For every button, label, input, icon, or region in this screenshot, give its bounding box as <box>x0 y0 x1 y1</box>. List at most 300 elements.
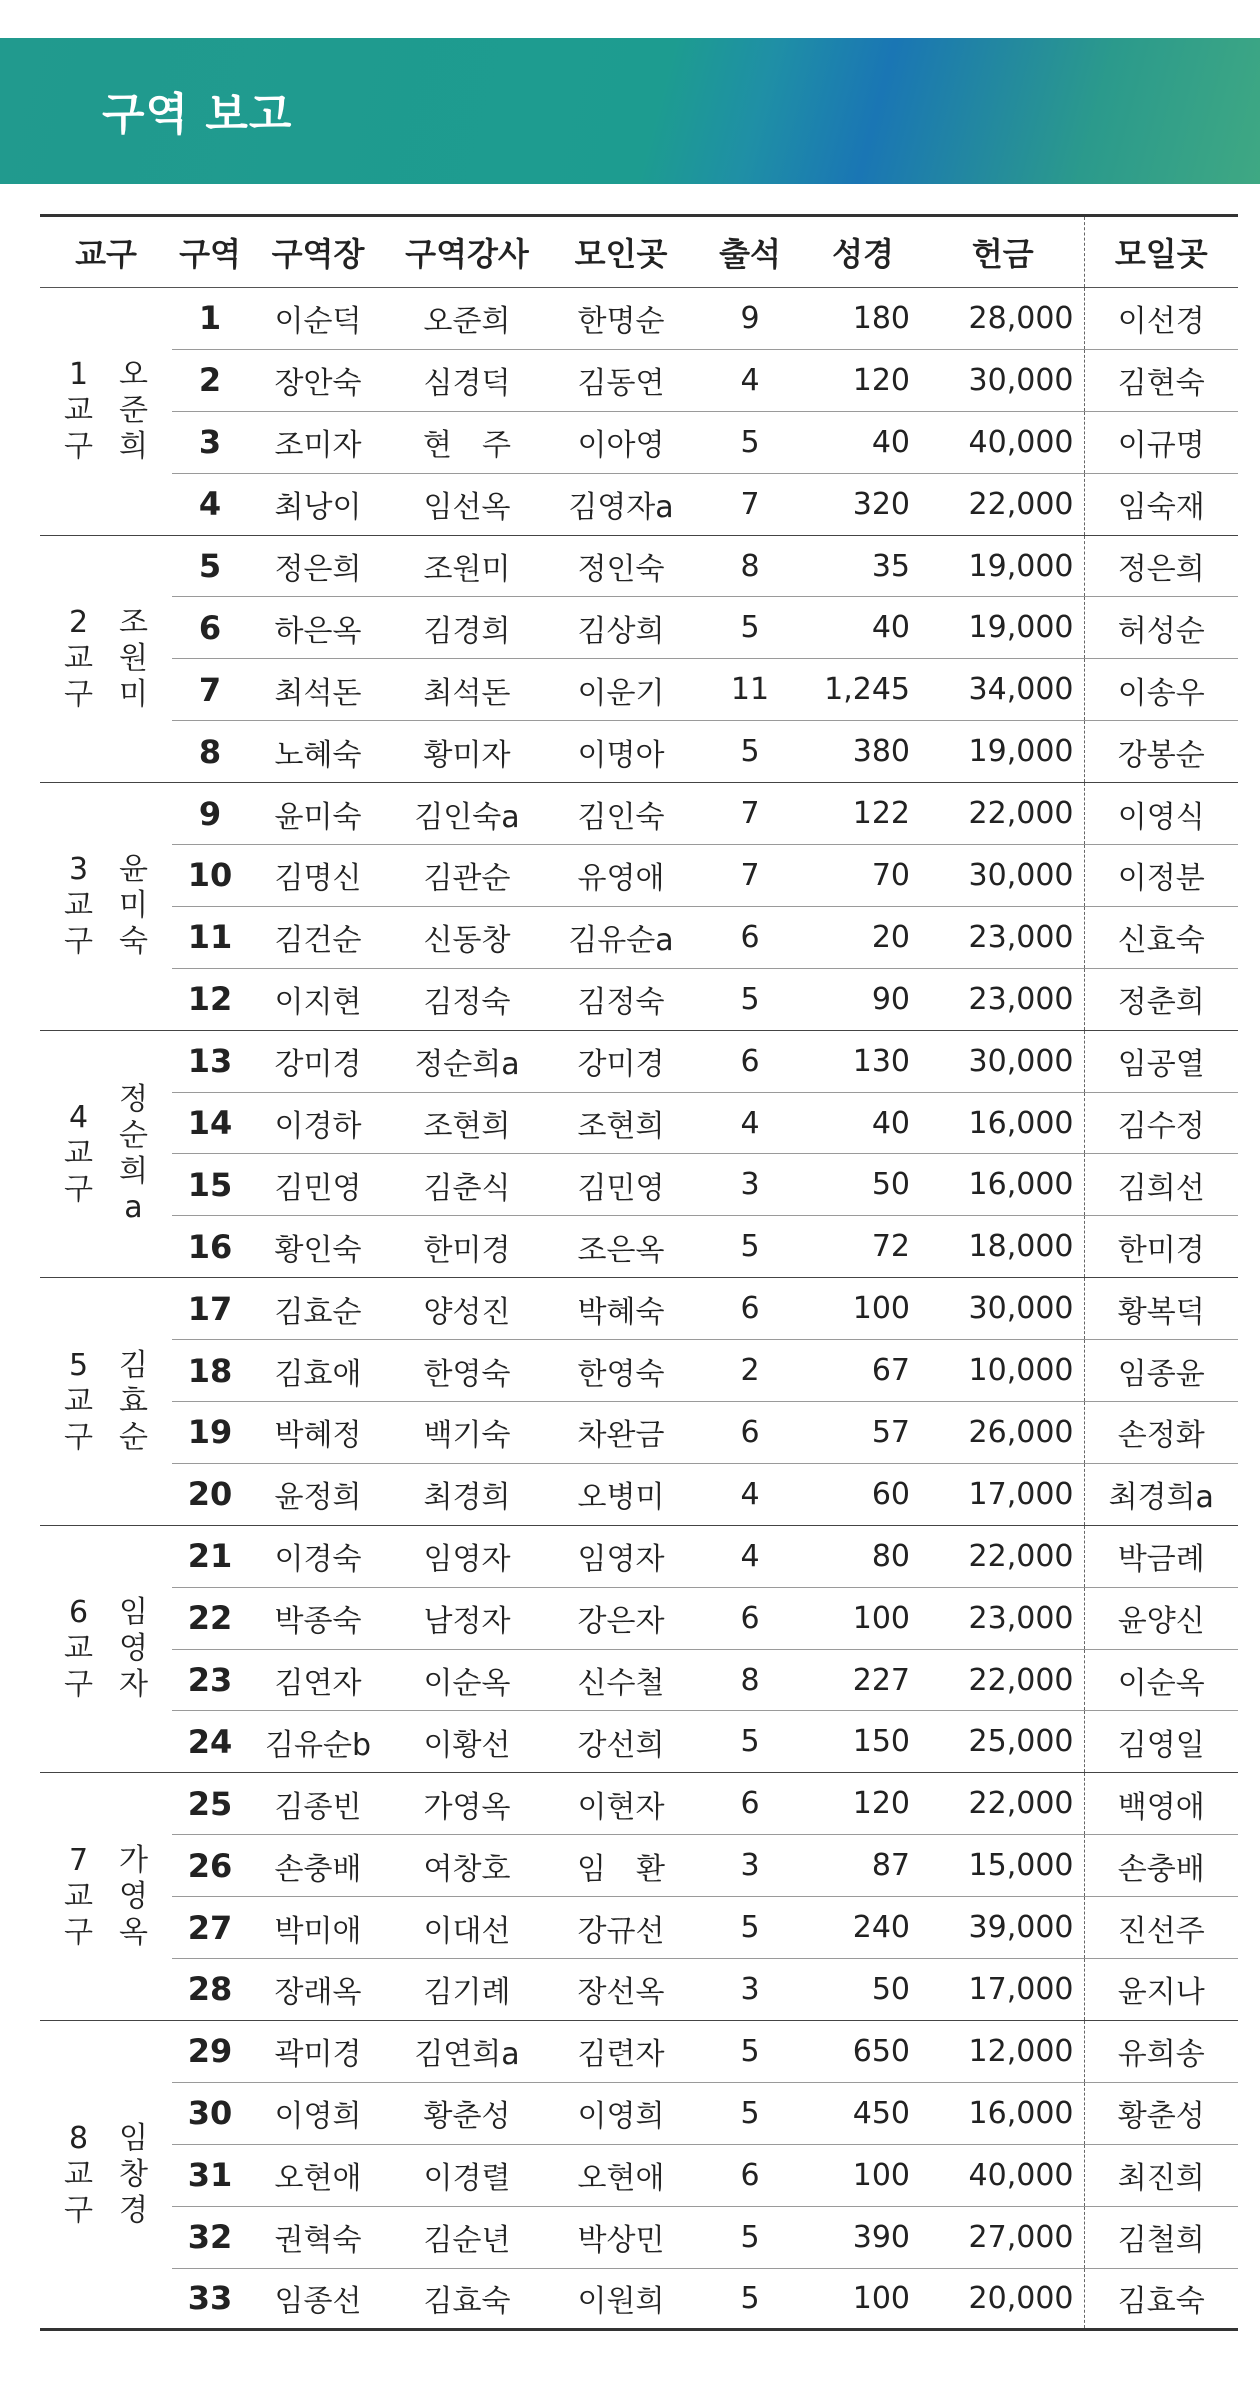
district-label-char: 6 <box>68 1595 89 1631</box>
next-meeting-place: 이정분 <box>1084 845 1238 907</box>
attendance-count: 6 <box>740 919 760 955</box>
offering-amount: 10,000 <box>968 1353 1074 1389</box>
section-number: 24 <box>187 1722 233 1761</box>
next-meeting-place: 유희송 <box>1084 2020 1238 2082</box>
offering-amount: 23,000 <box>968 981 1074 1017</box>
bible-reading-count: 180 <box>852 300 910 336</box>
district-head-char: 오 <box>119 357 148 393</box>
attendance-count: 5 <box>740 610 760 646</box>
attendance-count: 5 <box>740 424 760 460</box>
bible-reading-count: 120 <box>852 362 910 398</box>
section-number: 17 <box>187 1289 233 1328</box>
section-number: 3 <box>198 423 222 462</box>
bible-reading-count: 70 <box>871 857 910 893</box>
table-row <box>40 2268 1238 2330</box>
offering-amount: 16,000 <box>968 2095 1074 2131</box>
host-place: 강선희 <box>577 1727 665 1763</box>
host-place: 강규선 <box>577 1913 665 1949</box>
district-head-char: 영 <box>119 1878 148 1914</box>
offering-amount: 22,000 <box>968 486 1074 522</box>
district-head-name <box>119 1843 148 1951</box>
attendance-count: 3 <box>740 1848 760 1884</box>
next-meeting-place: 강봉순 <box>1084 721 1238 783</box>
next-meeting-place: 윤지나 <box>1084 1959 1238 2021</box>
section-leader: 하은옥 <box>274 613 362 649</box>
section-number: 22 <box>187 1599 233 1638</box>
section-teacher: 김정숙 <box>423 985 511 1021</box>
district-head-char: 임 <box>119 1595 148 1631</box>
table-row <box>40 2206 1238 2268</box>
table-row <box>40 1835 1238 1897</box>
bible-reading-count: 72 <box>871 1229 910 1265</box>
attendance-count: 5 <box>740 2280 760 2316</box>
offering-amount: 19,000 <box>968 610 1074 646</box>
bible-reading-count: 35 <box>871 548 910 584</box>
section-leader: 권혁숙 <box>274 2223 362 2259</box>
section-leader: 정은희 <box>274 552 362 587</box>
district-label-group <box>40 357 172 465</box>
page-title: 구역 보고 <box>102 89 293 140</box>
bible-reading-count: 390 <box>852 2219 910 2255</box>
section-leader: 이영희 <box>274 2099 362 2135</box>
section-teacher: 여창호 <box>423 1851 511 1887</box>
host-place: 박혜숙 <box>577 1294 665 1330</box>
district-head-char: 임 <box>119 2120 148 2156</box>
table-row <box>40 2082 1238 2144</box>
table-row <box>40 783 1238 845</box>
table-row <box>40 1154 1238 1216</box>
district-head-char: 미 <box>119 676 148 712</box>
offering-amount: 22,000 <box>968 1538 1074 1574</box>
offering-amount: 17,000 <box>968 1971 1074 2007</box>
table-row <box>40 1340 1238 1402</box>
section-leader: 김명신 <box>274 861 362 897</box>
section-number: 26 <box>187 1846 233 1885</box>
district-label-char: 교 <box>64 393 93 429</box>
section-number: 20 <box>187 1475 233 1514</box>
bible-reading-count: 380 <box>852 734 910 770</box>
next-meeting-place: 신효숙 <box>1084 906 1238 968</box>
host-place: 한명순 <box>577 304 665 340</box>
district-label-char: 7 <box>68 1842 89 1878</box>
section-leader: 장안숙 <box>274 366 362 402</box>
attendance-count: 11 <box>730 672 770 708</box>
next-meeting-place: 백영애 <box>1084 1773 1238 1835</box>
next-meeting-place: 이선경 <box>1084 288 1238 350</box>
bible-reading-count: 130 <box>852 1043 910 1079</box>
next-meeting-place: 임숙재 <box>1084 473 1238 535</box>
host-place: 정인숙 <box>577 552 665 587</box>
host-place: 김인숙 <box>577 799 665 835</box>
section-leader: 강미경 <box>274 1047 362 1083</box>
district-number-label <box>64 1843 93 1951</box>
attendance-count: 7 <box>740 857 760 893</box>
table-row <box>40 473 1238 535</box>
offering-amount: 34,000 <box>968 672 1074 708</box>
host-place: 김유순a <box>568 923 674 959</box>
bible-reading-count: 20 <box>871 919 910 955</box>
district-label-char: 구 <box>64 2192 93 2228</box>
table-row <box>40 1030 1238 1092</box>
table-row <box>40 968 1238 1030</box>
attendance-count: 5 <box>740 1724 760 1760</box>
district-head-char: 김 <box>119 1347 148 1383</box>
table-row <box>40 1587 1238 1649</box>
bible-reading-count: 320 <box>852 486 910 522</box>
section-number: 23 <box>187 1661 233 1700</box>
section-teacher: 이순옥 <box>423 1666 511 1702</box>
next-meeting-place: 이송우 <box>1084 659 1238 721</box>
section-teacher: 임선옥 <box>423 490 511 526</box>
district-head-char: 희 <box>119 429 148 465</box>
attendance-count: 2 <box>740 1353 760 1389</box>
section-leader: 김효순 <box>274 1294 362 1330</box>
next-meeting-place: 황복덕 <box>1084 1278 1238 1340</box>
offering-amount: 40,000 <box>968 2157 1074 2193</box>
host-place: 이운기 <box>577 675 665 711</box>
district-number-label <box>64 1348 93 1456</box>
section-teacher: 오준희 <box>423 304 511 340</box>
section-number: 32 <box>187 2218 233 2257</box>
section-teacher: 한미경 <box>423 1232 511 1268</box>
district-cell <box>40 1773 172 2021</box>
attendance-count: 5 <box>740 1229 760 1265</box>
district-head-char: 정 <box>119 1081 148 1117</box>
district-number-label <box>64 605 93 713</box>
next-meeting-place: 김철희 <box>1084 2206 1238 2268</box>
host-place: 조현희 <box>577 1109 665 1145</box>
bible-reading-count: 122 <box>852 796 910 832</box>
offering-amount: 15,000 <box>968 1848 1074 1884</box>
bible-reading-count: 450 <box>852 2095 910 2131</box>
attendance-count: 6 <box>740 1786 760 1822</box>
offering-amount: 30,000 <box>968 362 1074 398</box>
section-teacher: 김경희 <box>423 613 511 649</box>
district-label-char: 3 <box>68 852 89 888</box>
next-meeting-place: 김희선 <box>1084 1154 1238 1216</box>
district-label-char: 교 <box>64 640 93 676</box>
district-head-name <box>119 605 148 713</box>
section-leader: 박혜정 <box>274 1418 362 1454</box>
bible-reading-count: 50 <box>871 1167 910 1203</box>
offering-amount: 30,000 <box>968 1043 1074 1079</box>
section-leader: 임종선 <box>274 2284 362 2320</box>
table-row <box>40 1092 1238 1154</box>
section-leader: 황인숙 <box>274 1232 362 1268</box>
host-place: 유영애 <box>577 861 665 897</box>
section-number: 7 <box>198 670 222 709</box>
district-label-char: 1 <box>68 357 89 393</box>
district-head-char: 효 <box>119 1383 148 1419</box>
district-label-char: 8 <box>68 2120 89 2156</box>
section-number: 11 <box>187 918 233 957</box>
section-number: 8 <box>198 732 222 771</box>
section-teacher: 이대선 <box>423 1913 511 1949</box>
header-bible: 성경 <box>832 235 894 273</box>
bible-reading-count: 60 <box>871 1476 910 1512</box>
section-teacher: 황미자 <box>423 737 511 773</box>
section-leader: 곽미경 <box>274 2037 362 2073</box>
offering-amount: 26,000 <box>968 1414 1074 1450</box>
district-head-char: 숙 <box>119 924 148 960</box>
offering-amount: 23,000 <box>968 1600 1074 1636</box>
table-row <box>40 1216 1238 1278</box>
bible-reading-count: 1,245 <box>824 672 910 708</box>
district-number-label <box>64 357 93 465</box>
bible-reading-count: 40 <box>871 424 910 460</box>
section-teacher: 조원미 <box>423 552 511 587</box>
next-meeting-place: 최진희 <box>1084 2144 1238 2206</box>
host-place: 강은자 <box>577 1604 665 1640</box>
host-place: 이아영 <box>577 428 665 464</box>
section-number: 19 <box>187 1413 233 1452</box>
table-row <box>40 535 1238 597</box>
district-label-char: 교 <box>64 2156 93 2192</box>
bible-reading-count: 40 <box>871 610 910 646</box>
section-teacher: 신동창 <box>423 923 511 959</box>
section-leader: 노혜숙 <box>274 737 362 773</box>
header-section: 구역 <box>179 235 241 273</box>
section-teacher: 최경희 <box>423 1480 511 1516</box>
section-leader: 박종숙 <box>274 1604 362 1640</box>
district-label-char: 구 <box>64 1914 93 1950</box>
section-teacher: 김순년 <box>423 2223 511 2259</box>
district-cell <box>40 2020 172 2329</box>
table-row <box>40 1525 1238 1587</box>
table-header-row <box>40 216 1238 288</box>
section-report-table <box>40 214 1238 2331</box>
district-head-name <box>119 357 148 465</box>
district-head-char: 미 <box>119 888 148 924</box>
bible-reading-count: 87 <box>871 1848 910 1884</box>
offering-amount: 22,000 <box>968 1786 1074 1822</box>
table-row <box>40 1649 1238 1711</box>
attendance-count: 4 <box>740 1476 760 1512</box>
host-place: 조은옥 <box>577 1232 665 1268</box>
district-head-name <box>119 1082 148 1226</box>
section-leader: 김종빈 <box>274 1789 362 1825</box>
attendance-count: 8 <box>740 548 760 584</box>
district-head-char: 가 <box>119 1842 148 1878</box>
district-label-char: 교 <box>64 888 93 924</box>
bible-reading-count: 100 <box>852 2157 910 2193</box>
offering-amount: 16,000 <box>968 1167 1074 1203</box>
bible-reading-count: 40 <box>871 1105 910 1141</box>
host-place: 임 환 <box>577 1851 665 1887</box>
offering-amount: 25,000 <box>968 1724 1074 1760</box>
section-leader: 윤미숙 <box>274 799 362 835</box>
attendance-count: 8 <box>740 1662 760 1698</box>
section-teacher: 현 주 <box>423 428 511 464</box>
district-head-char: 자 <box>119 1667 148 1703</box>
district-head-char: 희 <box>119 1153 148 1189</box>
table-row <box>40 597 1238 659</box>
district-head-char: a <box>124 1189 143 1225</box>
host-place: 이원희 <box>577 2284 665 2320</box>
section-number: 13 <box>187 1042 233 1081</box>
header-meeting: 모일곳 <box>1084 216 1238 288</box>
section-teacher: 한영숙 <box>423 1356 511 1392</box>
section-teacher: 양성진 <box>423 1294 511 1330</box>
district-cell <box>40 535 172 783</box>
offering-amount: 30,000 <box>968 857 1074 893</box>
district-cell <box>40 1030 172 1278</box>
section-teacher: 임영자 <box>423 1542 511 1578</box>
district-cell <box>40 288 172 536</box>
section-leader: 이지현 <box>274 985 362 1021</box>
offering-amount: 20,000 <box>968 2280 1074 2316</box>
section-number: 27 <box>187 1908 233 1947</box>
offering-amount: 12,000 <box>968 2033 1074 2069</box>
header-attendance: 출석 <box>719 235 781 273</box>
bible-reading-count: 120 <box>852 1786 910 1822</box>
section-teacher: 조현희 <box>423 1109 511 1145</box>
table-row <box>40 1959 1238 2021</box>
host-place: 김민영 <box>577 1170 665 1206</box>
section-teacher: 김인숙a <box>414 799 520 835</box>
bible-reading-count: 227 <box>852 1662 910 1698</box>
host-place: 김정숙 <box>577 985 665 1021</box>
section-leader: 조미자 <box>274 428 362 464</box>
section-leader: 박미애 <box>274 1913 362 1949</box>
district-number-label <box>64 1100 93 1208</box>
bible-reading-count: 150 <box>852 1724 910 1760</box>
attendance-count: 6 <box>740 1414 760 1450</box>
header-leader: 구역장 <box>271 235 365 273</box>
section-number: 25 <box>187 1784 233 1823</box>
table-row <box>40 721 1238 783</box>
section-number: 1 <box>198 299 222 338</box>
next-meeting-place: 김효숙 <box>1084 2268 1238 2330</box>
district-head-char: 순 <box>119 1117 148 1153</box>
next-meeting-place: 임종윤 <box>1084 1340 1238 1402</box>
section-leader: 오현애 <box>274 2161 362 2197</box>
table-row <box>40 2020 1238 2082</box>
attendance-count: 6 <box>740 1043 760 1079</box>
section-leader: 윤정희 <box>274 1480 362 1516</box>
host-place: 김련자 <box>577 2037 665 2073</box>
header-host: 모인곳 <box>574 235 668 273</box>
table-row <box>40 2144 1238 2206</box>
section-teacher: 김기례 <box>423 1975 511 2011</box>
section-number: 5 <box>198 547 222 585</box>
bible-reading-count: 240 <box>852 1910 910 1946</box>
host-place: 이영희 <box>577 2099 665 2135</box>
offering-amount: 30,000 <box>968 1291 1074 1327</box>
district-head-char: 옥 <box>119 1914 148 1950</box>
section-number: 9 <box>198 794 222 833</box>
table-row <box>40 1402 1238 1464</box>
section-number: 29 <box>187 2032 233 2071</box>
section-teacher: 황춘성 <box>423 2099 511 2135</box>
table-body <box>40 288 1238 2330</box>
district-head-char: 순 <box>119 1419 148 1455</box>
section-leader: 김민영 <box>274 1170 362 1206</box>
table-row <box>40 659 1238 721</box>
table-row <box>40 1278 1238 1340</box>
attendance-count: 5 <box>740 2033 760 2069</box>
bible-reading-count: 100 <box>852 2280 910 2316</box>
district-head-char: 경 <box>119 2192 148 2228</box>
header-district: 교구 <box>75 235 137 273</box>
district-label-char: 구 <box>64 1667 93 1703</box>
section-number: 16 <box>187 1227 233 1266</box>
next-meeting-place: 진선주 <box>1084 1897 1238 1959</box>
section-leader: 이순덕 <box>274 304 362 340</box>
section-leader: 김유순b <box>265 1727 371 1763</box>
section-teacher: 김효숙 <box>423 2284 511 2320</box>
attendance-count: 7 <box>740 796 760 832</box>
next-meeting-place: 김수정 <box>1084 1092 1238 1154</box>
district-label-group <box>40 1843 172 1951</box>
district-label-group <box>40 1082 172 1226</box>
district-label-char: 구 <box>64 676 93 712</box>
offering-amount: 19,000 <box>968 548 1074 584</box>
district-label-char: 교 <box>64 1383 93 1419</box>
district-head-char: 창 <box>119 2156 148 2192</box>
section-teacher: 심경덕 <box>423 366 511 402</box>
attendance-count: 6 <box>740 2157 760 2193</box>
attendance-count: 6 <box>740 1600 760 1636</box>
offering-amount: 28,000 <box>968 300 1074 336</box>
host-place: 한영숙 <box>577 1356 665 1392</box>
host-place: 이명아 <box>577 737 665 773</box>
next-meeting-place: 이순옥 <box>1084 1649 1238 1711</box>
section-teacher: 이경렬 <box>423 2161 511 2197</box>
section-leader: 최석돈 <box>274 675 362 711</box>
district-head-name <box>119 2121 148 2229</box>
host-place: 김상희 <box>577 613 665 649</box>
section-number: 18 <box>187 1351 233 1390</box>
next-meeting-place: 한미경 <box>1084 1216 1238 1278</box>
table-row <box>40 411 1238 473</box>
next-meeting-place: 손충배 <box>1084 1835 1238 1897</box>
section-number: 28 <box>187 1970 233 2009</box>
next-meeting-place: 정은희 <box>1084 535 1238 597</box>
host-place: 오병미 <box>577 1480 665 1516</box>
offering-amount: 19,000 <box>968 734 1074 770</box>
host-place: 차완금 <box>577 1418 665 1454</box>
next-meeting-place: 허성순 <box>1084 597 1238 659</box>
attendance-count: 5 <box>740 1910 760 1946</box>
host-place: 강미경 <box>577 1047 665 1083</box>
district-head-char: 조 <box>119 604 148 640</box>
district-label-char: 2 <box>68 604 89 640</box>
bible-reading-count: 100 <box>852 1600 910 1636</box>
next-meeting-place: 최경희a <box>1084 1463 1238 1525</box>
district-head-char: 원 <box>119 640 148 676</box>
section-number: 14 <box>187 1104 233 1143</box>
table-row <box>40 845 1238 907</box>
offering-amount: 22,000 <box>968 796 1074 832</box>
host-place: 장선옥 <box>577 1975 665 2011</box>
header-teacher: 구역강사 <box>405 235 529 273</box>
next-meeting-place: 이규명 <box>1084 411 1238 473</box>
attendance-count: 3 <box>740 1167 760 1203</box>
section-number: 6 <box>198 608 222 647</box>
district-label-group <box>40 1595 172 1703</box>
next-meeting-place: 손정화 <box>1084 1402 1238 1464</box>
section-leader: 이경하 <box>274 1109 362 1145</box>
next-meeting-place: 김영일 <box>1084 1711 1238 1773</box>
attendance-count: 9 <box>740 300 760 336</box>
bible-reading-count: 67 <box>871 1353 910 1389</box>
section-number: 4 <box>198 485 222 524</box>
attendance-count: 5 <box>740 2219 760 2255</box>
table-row <box>40 906 1238 968</box>
section-number: 21 <box>187 1537 233 1576</box>
attendance-count: 3 <box>740 1971 760 2007</box>
